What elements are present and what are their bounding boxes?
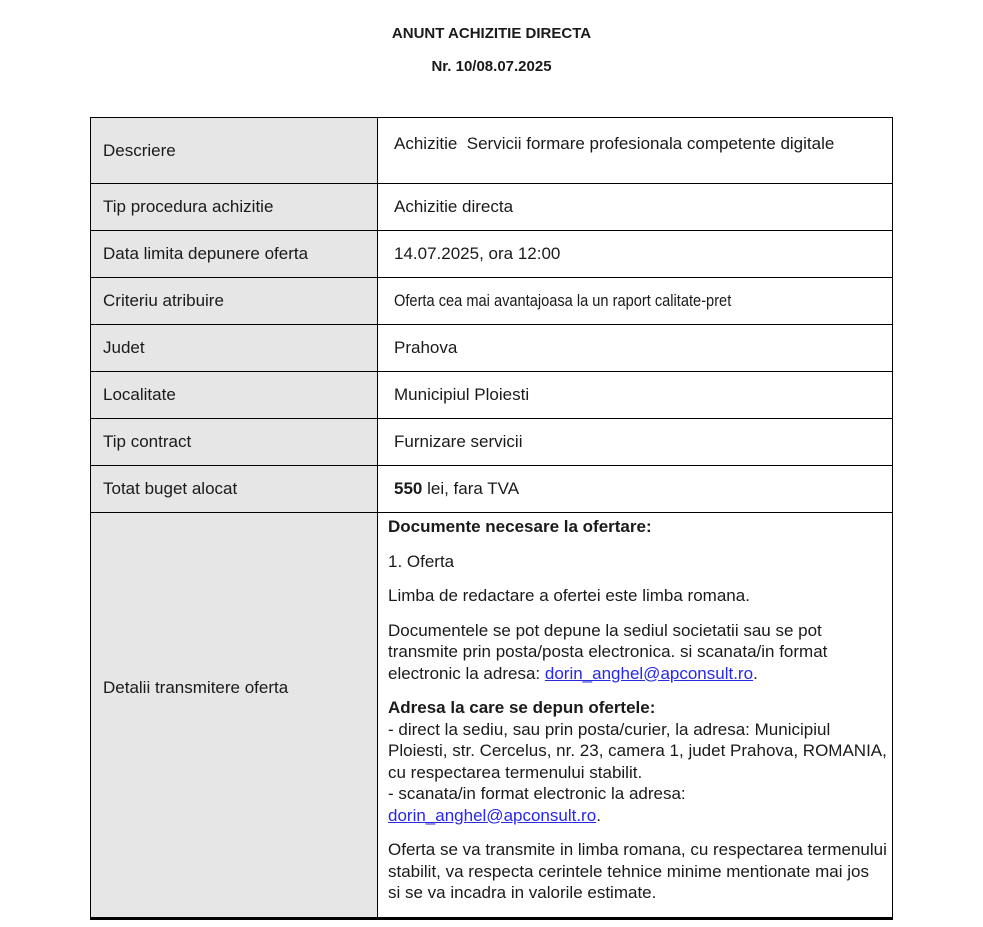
text-run: Achizitie Servicii formare profesionala competente digitale — [394, 134, 835, 153]
text-run: transmite prin posta/posta electronica. si scanata/in format — [388, 642, 828, 661]
text-run: stabilit, va respecta cerintele tehnice minime mentionate mai jos — [388, 861, 869, 881]
row-label: Descriere — [91, 118, 378, 184]
row-label: Judet — [91, 325, 378, 372]
paragraph — [388, 516, 888, 538]
text-run: Documente necesare la ofertare: — [388, 517, 652, 536]
text-run: cu respectarea termenului stabilit. — [388, 762, 643, 782]
row-value — [378, 325, 893, 372]
paragraph — [388, 697, 888, 826]
table-row — [91, 278, 893, 325]
document-title: ANUNT ACHIZITIE DIRECTA — [391, 25, 592, 42]
table-row — [91, 118, 893, 184]
text-run: - scanata/in format electronic la adresa: — [388, 784, 686, 803]
text-run: 14.07.2025, ora 12:00 — [394, 244, 561, 263]
value-text — [394, 134, 834, 153]
row-label: Localitate — [91, 372, 378, 419]
value-text — [394, 291, 731, 311]
row-label: Data limita depunere oferta — [91, 231, 378, 278]
row-value — [378, 184, 893, 231]
text-run: Furnizare servicii — [394, 432, 523, 451]
table-row — [91, 231, 893, 278]
table-row — [91, 325, 893, 372]
table-row — [91, 513, 893, 919]
row-label: Detalii transmitere oferta — [91, 513, 378, 919]
value-text — [394, 385, 529, 404]
document-header — [0, 0, 983, 74]
text-run: 550 — [394, 479, 423, 498]
value-text — [394, 244, 560, 263]
text-run: si se va incadra in valorile estimate. — [388, 883, 657, 902]
table-row — [91, 372, 893, 419]
row-value — [378, 466, 893, 513]
text-run: Prahova — [394, 338, 458, 357]
row-label: Tip procedura achizitie — [91, 184, 378, 231]
paragraph — [388, 585, 888, 607]
text-run: 1. Oferta — [388, 551, 455, 571]
table-body — [91, 118, 893, 919]
email-link[interactable]: dorin_anghel@apconsult.ro — [544, 663, 754, 683]
table-row — [91, 419, 893, 466]
paragraph — [388, 839, 888, 904]
text-run: electronic la adresa: — [388, 663, 545, 683]
text-run: Municipiul Ploiesti — [394, 385, 530, 404]
text-run: Oferta se va transmite in limba romana, cu respectarea termenului — [388, 840, 887, 859]
text-run: . — [596, 805, 601, 825]
text-run: Ploiesti, str. Cercelus, nr. 23, camera 1, judet Prahova, ROMANIA, — [388, 741, 887, 760]
table-row — [91, 466, 893, 513]
value-text — [394, 197, 513, 216]
text-run: Documentele se pot depune la sediul societatii sau se pot — [388, 620, 822, 640]
row-value — [378, 231, 893, 278]
row-label: Criteriu atribuire — [91, 278, 378, 325]
text-run: lei, fara TVA — [422, 479, 520, 498]
text-run: Limba de redactare a ofertei este limba romana. — [388, 586, 750, 605]
document-number: Nr. 10/08.07.2025 — [431, 58, 552, 75]
text-run: Adresa la care se depun ofertele: — [388, 698, 656, 717]
row-value — [378, 419, 893, 466]
value-text — [394, 479, 519, 498]
value-text — [394, 432, 522, 451]
row-value — [378, 513, 893, 919]
paragraph — [388, 551, 888, 573]
row-value — [378, 372, 893, 419]
paragraph — [388, 620, 888, 685]
text-run: Achizitie directa — [394, 197, 514, 216]
row-label: Tip contract — [91, 419, 378, 466]
announcement-table — [90, 117, 893, 920]
text-run: Oferta cea mai avantajoasa la un raport calitate-pret — [394, 291, 732, 310]
email-link[interactable]: dorin_anghel@apconsult.ro — [388, 805, 597, 825]
row-value — [378, 278, 893, 325]
text-run: - direct la sediu, sau prin posta/curier, la adresa: Municipiul — [388, 719, 831, 739]
text-run: . — [753, 663, 758, 683]
row-value — [378, 118, 893, 184]
row-label: Totat buget alocat — [91, 466, 378, 513]
value-text — [394, 338, 457, 357]
table-row — [91, 184, 893, 231]
